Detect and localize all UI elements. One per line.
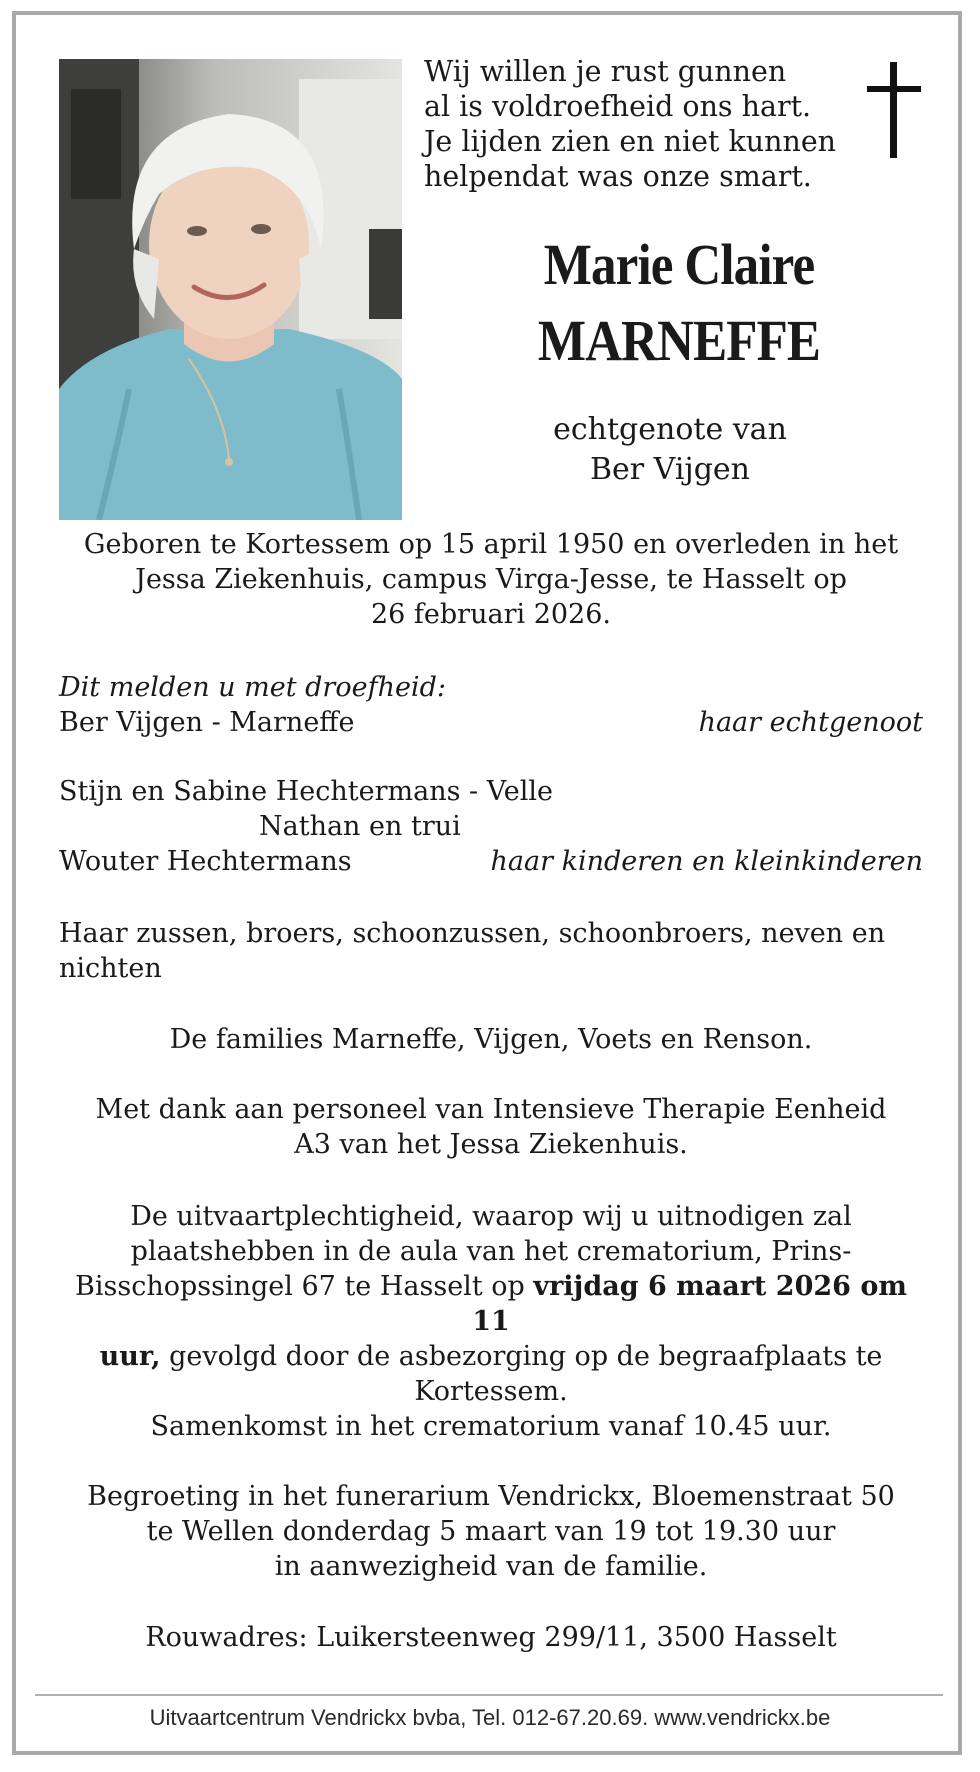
spouse-block (470, 410, 870, 490)
cross-icon (864, 62, 924, 158)
poem-line-2: al is voldroefheid ons hart. (424, 90, 812, 123)
ceremony-line-2: plaatshebben in de aula van het crematorium, Prins- (130, 1236, 852, 1267)
ceremony-location: Bisschopssingel 67 te Hasselt op (75, 1271, 534, 1302)
child-2-row (59, 844, 923, 879)
visitation-text (59, 1479, 923, 1584)
husband-role: haar echtgenoot (698, 707, 923, 738)
thanks-line-2: A3 van het Jessa Ziekenhuis. (294, 1129, 688, 1160)
siblings-line-1: Haar zussen, broers, schoonzussen, schoonbroers, neven en (59, 918, 886, 949)
siblings-line-2: nichten (59, 953, 162, 984)
poem-line-1: Wij willen je rust gunnen (424, 55, 787, 88)
gathering-text: Samenkomst in het crematorium vanaf 10.45 uur. (150, 1411, 832, 1442)
ceremony-line-4 (59, 1339, 923, 1374)
visitation-line-2: te Wellen donderdag 5 maart van 19 tot 19.30 uur (146, 1516, 836, 1547)
birth-line-1: Geboren te Kortessem op 15 april 1950 en overleden in het (83, 529, 899, 560)
portrait-photo (59, 59, 402, 520)
families-text: De families Marneffe, Vijgen, Voets en Renson. (169, 1024, 813, 1055)
deceased-first-names: Marie Claire (543, 232, 815, 297)
grandchildren: Nathan en trui (259, 811, 461, 842)
husband-row (59, 705, 923, 740)
ceremony-date: vrijdag 6 maart 2026 om 11 (472, 1271, 907, 1337)
ceremony-text (59, 1199, 923, 1409)
visitation-line-1: Begroeting in het funerarium Vendrickx, Bloemenstraat 50 (87, 1481, 895, 1512)
birth-line-3: 26 februari 2026. (370, 599, 611, 630)
ceremony-continuation: gevolgd door de asbezorging op de begraafplaats te (160, 1341, 883, 1372)
child-2: Wouter Hechtermans (59, 846, 352, 877)
poem (424, 54, 844, 194)
thanks-text (59, 1092, 923, 1162)
spouse-line-1: echtgenote van (553, 412, 787, 447)
deceased-name (460, 227, 898, 379)
footer-divider (35, 1694, 943, 1696)
spouse-line-2: Ber Vijgen (590, 452, 750, 487)
visitation-line-3: in aanwezigheid van de familie. (274, 1551, 708, 1582)
child-1: Stijn en Sabine Hechtermans - Velle (59, 776, 553, 807)
siblings-text (59, 916, 923, 986)
thanks-line-1: Met dank aan personeel van Intensieve Therapie Eenheid (95, 1094, 887, 1125)
birth-line-2: Jessa Ziekenhuis, campus Virga-Jesse, te Hasselt op (135, 564, 847, 595)
poem-line-4: helpendat was onze smart. (424, 160, 812, 193)
footer-contact: Uitvaartcentrum Vendrickx bvba, Tel. 012-67.20.69. www.vendrickx.be (149, 1705, 831, 1730)
husband-name: Ber Vijgen - Marneffe (59, 707, 355, 738)
deceased-surname: MARNEFFE (537, 308, 821, 373)
ceremony-time-unit: uur, (99, 1341, 161, 1372)
children-role: haar kinderen en kleinkinderen (490, 846, 923, 877)
ceremony-line-3 (59, 1269, 923, 1339)
mourning-address: Rouwadres: Luikersteenweg 299/11, 3500 Hasselt (145, 1622, 837, 1653)
ceremony-line-1: De uitvaartplechtigheid, waarop wij u uitnodigen zal (130, 1201, 852, 1232)
ceremony-line-5: Kortessem. (414, 1376, 568, 1407)
announcers-intro: Dit melden u met droefheid: (59, 672, 446, 703)
poem-line-3: Je lijden zien en niet kunnen (424, 125, 837, 158)
birth-death-text (59, 527, 923, 632)
children-list (59, 774, 923, 879)
announcers-list (59, 670, 923, 740)
